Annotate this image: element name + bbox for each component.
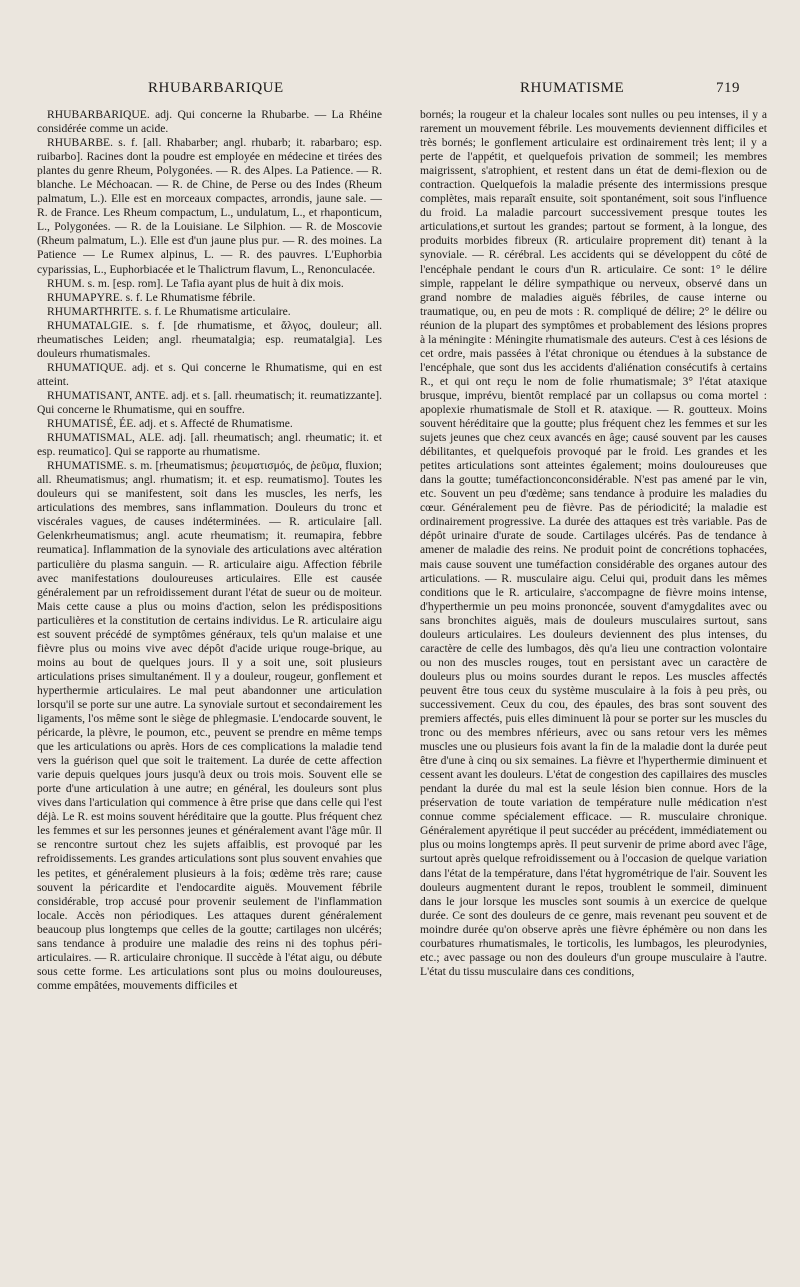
entry-rhumatise: RHUMATISÉ, ÉE. adj. et s. Affecté de Rhumatisme. bbox=[47, 417, 293, 431]
entry-rhumatisant: RHUMATISANT, ANTE. adj. et s. [all. rheumatisch; it. reumatizzante]. Qui concerne le Rhumatisme, qui en souffre. bbox=[37, 388, 382, 416]
entry-rhumapyre: RHUMAPYRE. s. f. Le Rhumatisme fébrile. bbox=[47, 290, 256, 304]
right-column bbox=[420, 108, 767, 979]
page-number: 719 bbox=[716, 80, 740, 96]
running-header bbox=[60, 80, 740, 102]
entry-rhubarbe: RHUBARBE. s. f. [all. Rhabarber; angl. rhubarb; it. rabarbaro; esp. ruibarbo]. Racines dont la poudre est employée en médecine et tirées des plantes du genre Rheum, Polygonées. — R. des Alpes. La Patience. — R. blanche. Le Méchoacan. — R. de Chine, de Perse ou des Indes (Rheum palmatum, L.). Elle est en morceaux compactes, arrondis, jaune sale. — R. de France. Les Rheum compactum, L., undulatum, L., et rhaponticum, L., Polygonées. — R. de la Louisiane. Le Silphion. — R. de Moscovie (Rheum palmatum, L.). Elle est d'un jaune plus pur. — R. des moines. La Patience — Le Rumex alpinus, L. — R. des pauvres. L'Euphorbia cyparissias, L., Euphorbiacée et le Thalictrum flavum, L., Renonculacée. bbox=[37, 136, 382, 276]
header-right-word: RHUMATISME bbox=[520, 80, 625, 96]
entry-rhumatalgie: RHUMATALGIE. s. f. [de rhumatisme, et ἄλγος, douleur; all. rheumatisches Leiden; angl. rheumatalgia; esp. reumatalgia]. Les douleurs rhumatismales. bbox=[37, 318, 382, 360]
entry-rhumarthrite: RHUMARTHRITE. s. f. Le Rhumatisme articulaire. bbox=[47, 304, 291, 318]
entry-rhum: RHUM. s. m. [esp. rom]. Le Tafia ayant plus de huit à dix mois. bbox=[47, 276, 344, 290]
entry-rhumatique: RHUMATIQUE. adj. et s. Qui concerne le Rhumatisme, qui en est atteint. bbox=[37, 360, 382, 388]
left-column bbox=[37, 108, 382, 993]
entry-rhumatisme: RHUMATISME. s. m. [rheumatismus; ῥευματισμός, de ῥεῦμα, fluxion; all. Rheumatismus; angl. rhumatism; it. et esp. reumatismo]. Toutes les douleurs qui se manifestent, soit dans les muscles, les nerfs, les articulations des membres, sans inflammation. Douleurs du tronc et viscérales vagues, de causes indéterminées. — R. articulaire [all. Gelenkrheumatismus; angl. acute rheumatism; it. reumapira, febbre reumatica]. Inflammation de la synoviale des articulations avec altération particulière du plasma sanguin. — R. articulaire aigu. Affection fébrile avec manifestations douloureuses articulaires. Elle est causée généralement par un refroidissement durant l'état de sueur ou de moiteur. Mais cette cause a plus ou moins d'action, selon les prédispositions particulières et la constitution de certains individus. Le R. articulaire aigu est souvent précédé de symptômes généraux, tels qu'un malaise et une fièvre plus ou moins vive avec dépôt d'acide urique rouge-brique, au moins au bout de quelques jours. Il y a soit une, soit plusieurs articulations prises simultanément. Il y a douleur, rougeur, gonflement et hyperthermie articulaires. Le mal peut abandonner une articulation lorsqu'il se porte sur une autre. La synoviale surtout et secondairement les ligaments, l'os même sont le siège de phlegmasie. L'endocarde souvent, le péricarde, la plèvre, le poumon, etc., peuvent se prendre en même temps que les articulations ou après. Hors de ces complications la maladie tend vers la guérison quel que soit le traitement. La durée de cette affection varie depuis quelques jours jusqu'à deux ou trois mois. Souvent elle se porte d'une articulation à une autre; en général, les douleurs sont plus vives dans l'articulation qui commence à être prise que dans celle qui l'est déjà. Le R. est moins souvent héréditaire que la goutte. Plus fréquent chez les femmes et sur les personnes jeunes et généralement avant l'âge mûr. Il se rencontre surtout chez les sujets affaiblis, est provoqué par les refroidissements. Les grandes articulations sont plus souvent envahies que les petites, et généralement plusieurs à la fois; œdème très rare; cause souvent la péricardite et l'endocardite aiguës. Mouvement fébrile considérable, trop accusé pour provenir seulement de l'inflammation locale. Accès non périodiques. Les attaques durent généralement beaucoup plus longtemps que celles de la goutte; cartilages non ulcérés; sans tendance à produire une maladie des reins ni des tophus péri-articulaires. — R. articulaire chronique. Il succède à l'état aigu, ou débute sous cette forme. Les articulations sont plus ou moins douloureuses, comme empâtées, mouvements difficiles et bbox=[37, 459, 382, 992]
header-left-word: RHUBARBARIQUE bbox=[148, 80, 284, 96]
entry-rhubarbarique: RHUBARBARIQUE. adj. Qui concerne la Rhubarbe. — La Rhéine considérée comme un acide. bbox=[37, 108, 382, 136]
entry-rhumatismal: RHUMATISMAL, ALE. adj. [all. rheumatisch; angl. rheumatic; it. et esp. reumatico]. Qui se rapporte au rhumatisme. bbox=[37, 431, 382, 459]
entry-rhumatisme-continued: bornés; la rougeur et la chaleur locales sont nulles ou peu intenses, il y a rarement un mouvement fébrile. Les mouvements deviennent difficiles et très bornés; le gonflement articulaire est ordinairement très lent; il y a perte de l'appétit, et quelquefois privation de sommeil; les membres maigrissent, s'atrophient, et restent dans un état de demi-flexion ou de contraction. Quelquefois la maladie présente des intermissions presque complètes, mais reparaît ensuite, soit spontanément, soit sous l'influence du froid. La maladie parcourt successivement presque toutes les articulations,et surtout les grandes; partout se forment, à la longue, des produits morbides fibreux (R. articulaire proprement dit) tenant à la synoviale. — R. cérébral. Les accidents qui se développent du côté de l'encéphale pendant le cours d'un R. articulaire. Ce sont: 1° le délire simple, rappelant le délire sympathique ou nerveux, observé dans un grand nombre de maladies aiguës fébriles, de cause interne ou traumatique, ou, en peu de mots : R. compliqué de délire; 2° le délire ou réunion de la plupart des symptômes et probablement des lésions propres à la méningite : Méningite rhumatismale des auteurs. C'est à ces lésions de cet ordre, mais passées à l'état chronique ou étendues à la substance de l'encéphale, que sont dus les accidents d'aliénation consécutifs à certains R., et qui ont reçu le nom de folie rhumatismale; 3° l'état ataxique brusque, imprévu, bientôt remplacé par un collapsus ou coma mortel : apoplexie rhumatismale de Stoll et R. ataxique. — R. goutteux. Moins souvent héréditaire que la goutte; plus fréquent chez les femmes et sur les sujets jeunes que chez ceux avancés en âge; causé souvent par les causes débilitantes, et quelquefois provoqué par le froid. Les grandes et les petites articulations sont atteintes également; moins douloureuses que dans la goutte; tuméfactionconconsidérable. N'est pas amené par le vin, etc. Souvent un peu d'œdème; sans tendance à produire les maladies du cœur. Généralement peu de fièvre. Pas de périodicité; la maladie est ordinairement progressive. La durée des attaques est très variable. Pas de dépôt urinaire d'urate de soude. Cartilages ulcérés. Pas de tendance à amener de maladie des reins. Ne produit point de concrétions tophacées, mais cause souvent une tuméfaction considérable des organes autour des articulations. — R. musculaire aigu. Celui qui, produit dans les mêmes conditions que le R. articulaire, s'accompagne de fièvre moins intense, d'hyperthermie un peu moins prononcée, souvent d'amygdalites avec ou sans bronchites aiguës, mais de douleurs musculaires surtout, sans douleurs articulaires. Les douleurs deviennent des plus intenses, du caractère de celle des lumbagos, dès qu'a lieu une contraction volontaire ou non des muscles rouges, tout en persistant avec un caractère de douleurs plus ou moins sourdes durant le repos. Les muscles affectés peuvent être tous ceux du système musculaire à la fois à peu près, ou successivement. Ceux du cou, des épaules, des bras sont souvent des premiers affectés, puis elles diminuent là pour se porter sur les muscles du tronc ou des membres nférieurs, avec ou sans retour vers les mêmes muscles une ou plusieurs fois avant la fin de la maladie dont la durée peut être d'une à cinq ou six semaines. La fièvre et l'hyperthermie diminuent et cessent avant les douleurs. L'état de congestion des capillaires des muscles pendant la durée du mal est la seule lésion bien connue. Hors de la préservation de toute variation de température nulle médication n'est connue comme spécialement efficace. — R. musculaire chronique. Généralement apyrétique il peut succéder au précédent, immédiatement ou plus ou moins longtemps après. Il peut survenir de prime abord avec l'âge, surtout après quelque refroidissement ou à l'occasion de quelque variation dans l'état de la température, dans l'état hygrométrique de l'air. Souvent les douleurs augmentent durant le repos, troublent le sommeil, diminuent dans le jour lorsque les muscles sont soumis à un exercice de quelque durée. Ce sont des douleurs de ce genre, mais revenant peu souvent et de moindre durée qu'on observe après une fièvre éphémère ou non dans les courbatures rhumatismales, le torticolis, les lumbagos, les pleurodynies, etc.; avec passage ou non des douleurs d'un groupe musculaire à l'autre. L'état du tissu musculaire dans ces conditions, bbox=[420, 108, 767, 978]
